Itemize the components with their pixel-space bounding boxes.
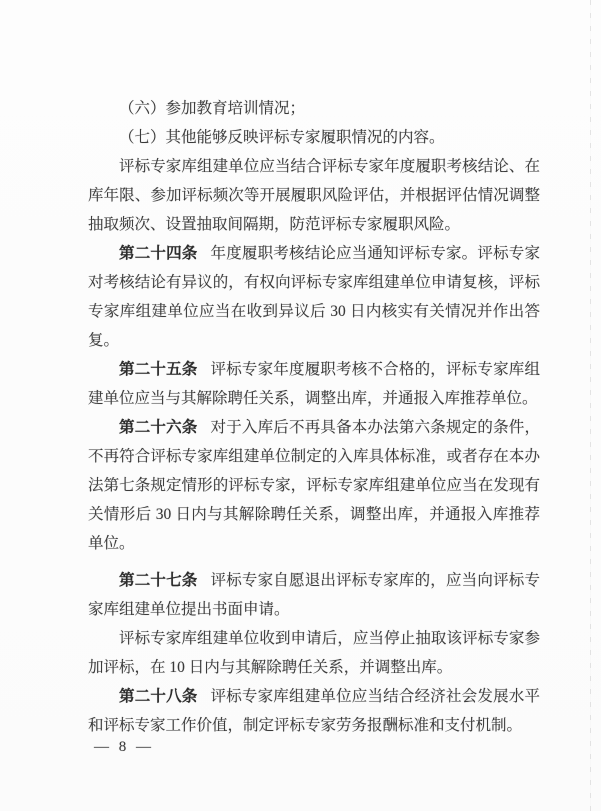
paragraph (88, 123, 540, 152)
article-number: 第二十六条 (119, 419, 198, 436)
paragraph (88, 94, 540, 123)
paragraph-text: 评标专家库组建单位应当结合评标专家年度履职考核结论、在库年限、参加评标频次等开展履职风险评估，并根据评估情况调整抽取频次、设置抽取间隔期，防范评标专家履职风险。 (88, 158, 540, 233)
document-body (88, 94, 540, 740)
paragraph-text: 年度履职考核结论应当通知评标专家。评标专家对考核结论有异议的，有权向评标专家库组建单位申请复核，评标专家库组建单位应当在收到异议后 30 日内核实有关情况并作出答复。 (88, 245, 540, 349)
article-paragraph (88, 239, 540, 355)
paragraph-text: （七）其他能够反映评标专家履职情况的内容。 (119, 129, 445, 146)
article-paragraph (88, 413, 540, 558)
paragraph (88, 152, 540, 239)
article-paragraph (88, 355, 540, 413)
article-number: 第二十七条 (119, 572, 198, 589)
article-number: 第二十五条 (119, 361, 198, 378)
scanned-page-edge (590, 0, 591, 811)
article-number: 第二十四条 (119, 245, 198, 262)
article-paragraph (88, 682, 540, 740)
paragraph-text: 评标专家年度履职考核不合格的，评标专家库组建单位应当与其解除聘任关系，调整出库，并通报入库推荐单位。 (88, 361, 540, 407)
paragraph-text: 评标专家库组建单位应当结合经济社会发展水平和评标专家工作价值，制定评标专家劳务报酬标准和支付机制。 (88, 688, 540, 734)
page-number: — 8 — (94, 739, 154, 755)
paragraph-text: 评标专家自愿退出评标专家库的，应当向评标专家库组建单位提出书面申请。 (88, 572, 540, 618)
paragraph-text: （六）参加教育培训情况； (119, 100, 306, 117)
article-number: 第二十八条 (119, 688, 198, 705)
article-paragraph (88, 566, 540, 624)
paragraph-text: 评标专家库组建单位收到申请后，应当停止抽取该评标专家参加评标，在 10 日内与其解除聘任关系，并调整出库。 (88, 630, 540, 676)
paragraph (88, 624, 540, 682)
paragraph-text: 对于入库后不再具备本办法第六条规定的条件，不再符合评标专家库组建单位制定的入库具体标准，或者存在本办法第七条规定情形的评标专家，评标专家库组建单位应当在发现有关情形后 30 日内与其解除聘任关系，调整出库，并通报入库推荐单位。 (88, 419, 540, 552)
